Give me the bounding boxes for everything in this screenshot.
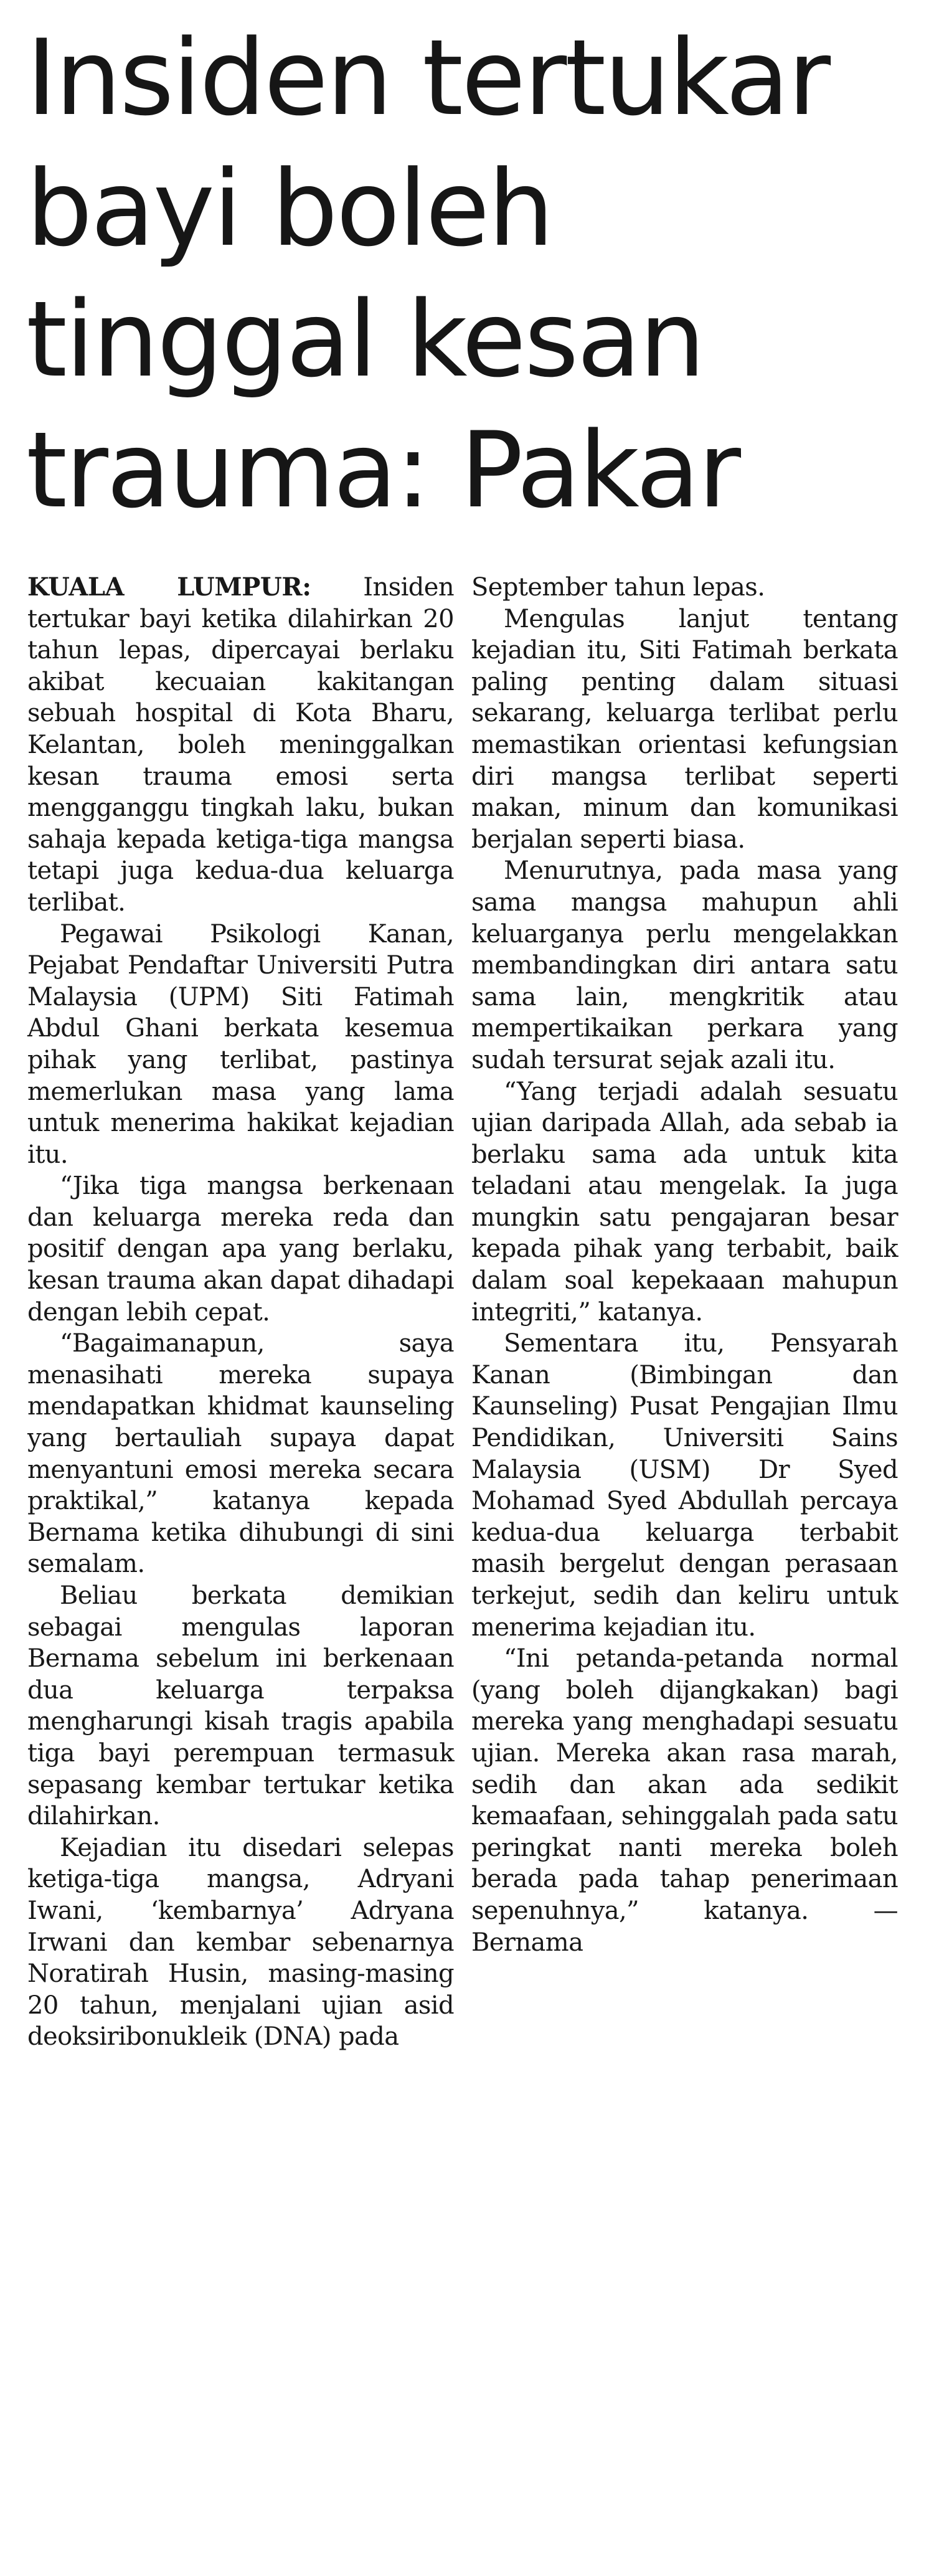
article-paragraph: Pegawai Psikologi Kanan, Pejabat Pendaftar Universiti Putra Malaysia (UPM) Siti Fatimah Abdul Ghani berkata kesemua pihak yang terlibat, pastinya memerlukan masa yang lama untuk menerima hakikat kejadian itu. (27, 919, 454, 1169)
headline (26, 12, 910, 536)
lead-text: Insiden tertukar bayi ketika dilahirkan 20 tahun lepas, dipercayai berlaku akibat kecuaian kakitangan sebuah hospital di Kota Bharu, Kelantan, boleh meninggalkan kesan trauma emosi serta mengganggu tingkah laku, bukan sahaja kepada ketiga-tiga mangsa tetapi juga kedua-dua keluarga terlibat. (27, 573, 455, 917)
headline-line: Insiden tertukar (26, 17, 829, 139)
article-paragraph: Beliau berkata demikian sebagai mengulas laporan Bernama sebelum ini berkenaan dua keluarga terpaksa mengharungi kisah tragis apabila tiga bayi perempuan termasuk sepasang kembar tertukar ketika dilahirkan. (27, 1581, 454, 1831)
article-column-left (27, 572, 454, 2053)
article-paragraph (27, 572, 454, 919)
article-paragraph: “Yang terjadi adalah sesuatu ujian daripada Allah, ada sebab ia berlaku sama ada untuk kita teladani atau mengelak. Ia juga mungkin satu pengajaran besar kepada pihak yang terbabit, baik dalam soal kepekaaan mahupun integriti,” katanya. (471, 1077, 898, 1327)
headline-line: bayi boleh (26, 148, 553, 270)
dateline: KUALA LUMPUR: (27, 572, 311, 602)
article-paragraph: “Ini petanda-petanda normal (yang boleh dijangkakan) bagi mereka yang menghadapi sesuatu ujian. Mereka akan rasa marah, sedih dan akan ada sedikit kemaafaan, sehinggalah pada satu peringkat nanti mereka boleh berada pada tahap penerimaan sepenuhnya,” katanya. — Bernama (471, 1644, 898, 1957)
article-paragraph: Menurutnya, pada masa yang sama mangsa mahupun ahli keluarganya perlu mengelakkan membandingkan diri antara satu sama lain, mengkritik atau mempertikaikan perkara yang sudah tersurat sejak azali itu. (471, 856, 898, 1074)
article-column-right (471, 572, 898, 1958)
headline-line: tinggal kesan (26, 278, 704, 400)
article-paragraph: Kejadian itu disedari selepas ketiga-tiga mangsa, Adryani Iwani, ‘kembarnya’ Adryana Irwani dan kembar sebenarnya Noratirah Husin, masing-masing 20 tahun, menjalani ujian asid deoksiribonukleik (DNA) pada (27, 1833, 454, 2052)
article-paragraph: September tahun lepas. (471, 573, 765, 602)
headline-line: trauma: Pakar (26, 409, 740, 531)
article-paragraph: Sementara itu, Pensyarah Kanan (Bimbingan dan Kaunseling) Pusat Pengajian Ilmu Pendidikan, Universiti Sains Malaysia (USM) Dr Syed Mohamad Syed Abdullah percaya kedua-dua keluarga terbabit masih bergelut dengan perasaan terkejut, sedih dan keliru untuk menerima kejadian itu. (471, 1329, 898, 1642)
article-paragraph: Mengulas lanjut tentang kejadian itu, Siti Fatimah berkata paling penting dalam situasi sekarang, keluarga terlibat perlu memastikan orientasi kefungsian diri mangsa terlibat seperti makan, minum dan komunikasi berjalan seperti biasa. (471, 604, 898, 854)
article-paragraph: “Jika tiga mangsa berkenaan dan keluarga mereka reda dan positif dengan apa yang berlaku, kesan trauma akan dapat dihadapi dengan lebih cepat. (27, 1172, 454, 1327)
article-paragraph: “Bagaimanapun, saya menasihati mereka supaya mendapatkan khidmat kaunseling yang bertauliah supaya dapat menyantuni emosi mereka secara praktikal,” katanya kepada Bernama ketika dihubungi di sini semalam. (27, 1329, 454, 1579)
